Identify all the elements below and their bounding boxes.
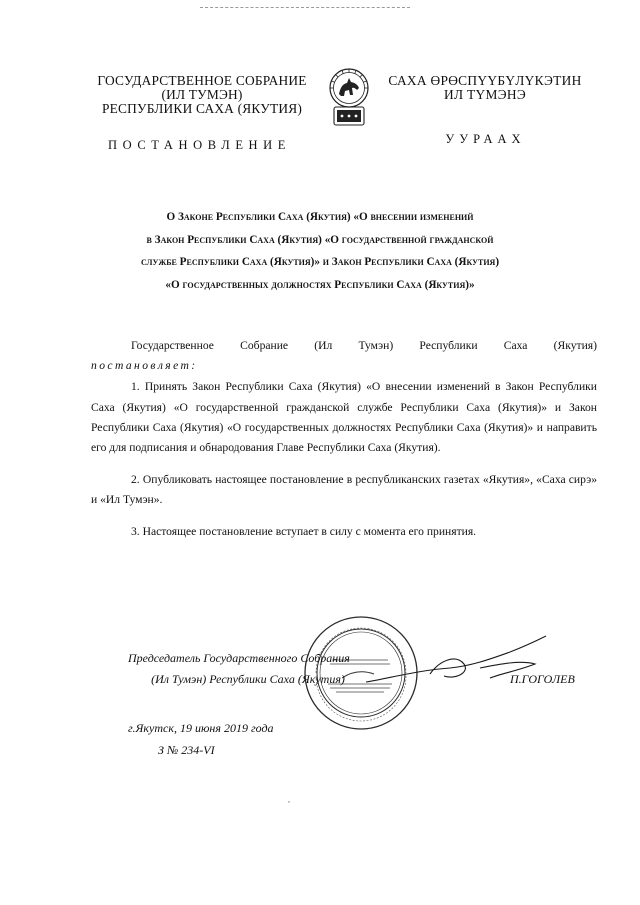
item-1: 1. Принять Закон Республики Саха (Якутия) «О внесении изменений в Закон Республики Саха (Якутия) «О государственной гражданской службе Республики Саха (Якутия)» и Закон Республики Саха (Якутия) «О государственных должностях Республики Саха (Якутия)» и направить его для подписания и обнародования Главе Республики Саха (Якутия). (91, 380, 597, 455)
header-right-block (378, 74, 592, 102)
resolves-clause: постановляет: (91, 359, 198, 373)
header-right-line1: САХА ӨРӨСПҮҮБҮЛҮКЭТИН (388, 73, 582, 88)
scan-speck: , (288, 795, 290, 804)
doc-type-right: УУРААХ (445, 132, 526, 146)
header-left-line1: ГОСУДАРСТВЕННОЕ СОБРАНИЕ (97, 73, 307, 88)
item-2: 2. Опубликовать настоящее постановление в республиканских газетах «Якутия», «Саха сирэ» и «Ил Тумэн». (91, 473, 597, 507)
signatory-position-line1: Председатель Государственного Собрания (128, 651, 350, 665)
signatory-position-line2: (Ил Тумэн) Республики Саха (Якутия) (151, 672, 345, 686)
signatory-name: П.ГОГОЛЕВ (510, 672, 575, 686)
place-and-date: г.Якутск, 19 июня 2019 года (128, 721, 274, 735)
document-number: З № 234-VI (158, 743, 215, 757)
document-title (90, 206, 550, 296)
item-3: 3. Настоящее постановление вступает в силу с момента его принятия. (131, 524, 477, 538)
title-line1: О Законе Республики Саха (Якутия) «О внесении изменений (166, 211, 474, 223)
document-body (91, 336, 597, 542)
title-line2: в Закон Республики Саха (Якутия) «О государственной гражданской (146, 233, 494, 246)
doc-type-left: ПОСТАНОВЛЕНИЕ (107, 138, 292, 152)
republic-emblem-icon (326, 66, 372, 128)
title-line4: «О государственных должностях Республики Саха (Якутия)» (165, 278, 475, 291)
title-line3: службе Республики Саха (Якутия)» и Закон Республики Саха (Якутия) (140, 256, 500, 268)
header-right-line2: ИЛ ТҮМЭНЭ (444, 87, 526, 102)
header-left-line2: (ИЛ ТУМЭН) (161, 87, 243, 102)
preamble: Государственное Собрание (Ил Тумэн) Республики Саха (Якутия) (131, 339, 597, 352)
header-left-line3: РЕСПУБЛИКИ САХА (ЯКУТИЯ) (102, 101, 302, 116)
scan-artifact-line (200, 7, 410, 9)
header-left-block (86, 74, 318, 116)
